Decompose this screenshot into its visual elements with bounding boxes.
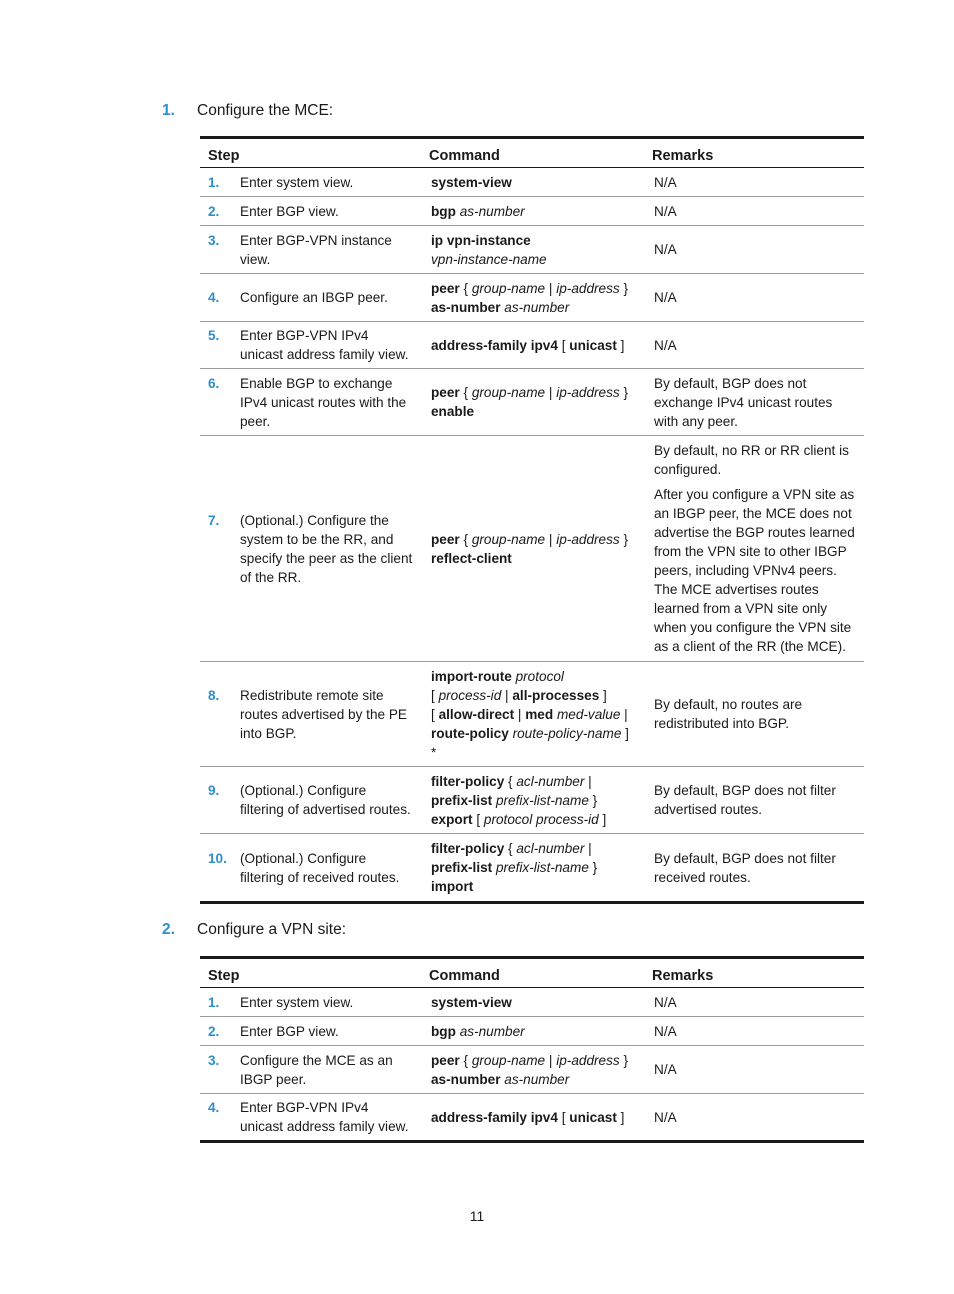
command-cell	[421, 988, 644, 1017]
step-text: (Optional.) Configure the system to be the RR, and specify the peer as the client of the RR.	[240, 512, 413, 585]
command-argument: prefix-list-name	[495, 792, 589, 808]
command-cell	[421, 226, 644, 274]
step-number: 3.	[208, 232, 220, 248]
command-keyword: bgp	[431, 1023, 456, 1039]
remarks-text: By default, BGP does not filter received routes.	[654, 850, 836, 885]
table-row	[200, 1017, 864, 1046]
command-punctuation: {	[459, 531, 472, 547]
remarks-cell	[644, 226, 864, 274]
command-cell	[421, 168, 644, 197]
command-keyword: allow-direct	[438, 706, 515, 722]
command-argument: process-id	[438, 687, 502, 703]
step-number: 1.	[208, 994, 220, 1010]
command-argument: acl-number	[516, 841, 585, 856]
remarks-cell	[644, 274, 864, 322]
header-command: Command	[421, 138, 644, 168]
command-punctuation: ]	[599, 687, 607, 703]
command-punctuation: |	[514, 706, 526, 722]
command-argument: protocol	[515, 668, 564, 684]
command-punctuation: [	[557, 1109, 570, 1125]
step-text: Enter BGP-VPN IPv4 unicast address family view.	[240, 328, 409, 362]
remarks-text: By default, no RR or RR client is configured.	[654, 443, 849, 477]
table-row	[200, 988, 864, 1017]
step-text: Redistribute remote site routes advertised by the PE into BGP.	[240, 687, 407, 741]
remarks-cell	[644, 767, 864, 834]
step-text: Enable BGP to exchange IPv4 unicast routes with the peer.	[240, 375, 407, 429]
command-keyword: filter-policy	[431, 773, 505, 789]
command-keyword: export	[431, 811, 473, 827]
step-text: (Optional.) Configure filtering of received routes.	[240, 850, 400, 885]
remarks-text: N/A	[654, 1062, 677, 1077]
command-punctuation: {	[459, 385, 472, 400]
remarks-text: N/A	[654, 337, 677, 353]
table-row	[200, 767, 864, 834]
command-keyword: filter-policy	[431, 841, 505, 856]
remarks-cell	[644, 369, 864, 436]
command-keyword: as-number	[431, 299, 501, 315]
command-punctuation: [	[431, 687, 439, 703]
step-number: 1.	[208, 174, 220, 190]
table-row	[200, 226, 864, 274]
command-punctuation: {	[459, 1052, 472, 1068]
command-argument: ip-address	[556, 385, 620, 400]
table-row	[200, 1094, 864, 1142]
command-punctuation: ]	[598, 811, 607, 827]
command-argument: as-number	[504, 1071, 570, 1087]
header-remarks: Remarks	[644, 958, 864, 988]
command-argument: as-number	[459, 203, 525, 219]
section-heading-configure-vpn-site	[162, 920, 346, 940]
step-text: Enter system view.	[240, 174, 354, 190]
remarks-text: N/A	[654, 174, 677, 190]
command-cell	[421, 1094, 644, 1142]
command-cell	[421, 767, 644, 834]
command-keyword: route-policy	[431, 725, 509, 741]
command-argument: prefix-list-name	[495, 860, 589, 875]
remarks-text: By default, BGP does not filter advertised routes.	[654, 783, 836, 817]
command-punctuation: }	[619, 280, 629, 296]
step-number: 9.	[208, 783, 220, 798]
section-number: 2.	[162, 921, 175, 938]
step-number: 3.	[208, 1052, 220, 1068]
command-punctuation: {	[459, 280, 472, 296]
command-punctuation: |	[584, 773, 592, 789]
command-cell	[421, 274, 644, 322]
command-punctuation: [	[472, 811, 484, 827]
page-number: 11	[469, 1208, 485, 1224]
command-punctuation: [	[557, 337, 570, 353]
command-cell	[421, 369, 644, 436]
remarks-text: N/A	[654, 203, 677, 219]
command-punctuation: |	[620, 706, 628, 722]
table-header-row	[200, 958, 864, 988]
command-cell	[421, 1046, 644, 1094]
table-row	[200, 436, 864, 662]
header-step: Step	[200, 958, 421, 988]
command-punctuation: ]	[616, 337, 625, 353]
table-row	[200, 662, 864, 767]
header-remarks: Remarks	[644, 138, 864, 168]
command-argument: as-number	[504, 299, 570, 315]
command-argument: ip-address	[556, 1052, 620, 1068]
remarks-cell	[644, 1046, 864, 1094]
command-punctuation: ]	[616, 1109, 625, 1125]
command-punctuation: }	[588, 792, 598, 808]
table-row	[200, 197, 864, 226]
mce-config-table	[200, 136, 864, 904]
command-argument: ip-address	[556, 531, 620, 547]
command-argument: protocol process-id	[483, 811, 599, 827]
command-keyword: system-view	[431, 174, 512, 190]
command-argument: group-name	[471, 280, 546, 296]
table-header-row	[200, 138, 864, 168]
command-argument: ip-address	[556, 280, 620, 296]
command-punctuation: }	[619, 1052, 629, 1068]
step-number: 8.	[208, 687, 220, 703]
command-keyword: prefix-list	[431, 792, 493, 808]
step-text: Enter BGP view.	[240, 203, 339, 219]
command-cell	[421, 834, 644, 903]
command-keyword: import	[431, 879, 474, 894]
command-punctuation: *	[431, 744, 437, 760]
command-punctuation: }	[619, 531, 629, 547]
step-text: Enter BGP-VPN instance view.	[240, 232, 392, 267]
command-keyword: reflect-client	[431, 550, 512, 566]
command-keyword: address-family ipv4	[431, 337, 558, 353]
command-keyword: unicast	[569, 1109, 617, 1125]
command-punctuation: |	[584, 841, 592, 856]
command-keyword: enable	[431, 404, 475, 419]
command-argument: vpn-instance-name	[431, 251, 547, 267]
step-number: 5.	[208, 328, 220, 343]
remarks-cell	[644, 1094, 864, 1142]
command-punctuation: |	[545, 385, 557, 400]
step-text: (Optional.) Configure filtering of advertised routes.	[240, 783, 411, 817]
table-row	[200, 168, 864, 197]
command-keyword: med	[525, 706, 554, 722]
table-row	[200, 834, 864, 903]
remarks-text: By default, BGP does not exchange IPv4 unicast routes with any peer.	[654, 375, 833, 429]
remarks-cell	[644, 662, 864, 767]
step-number: 2.	[208, 203, 220, 219]
step-text: Configure an IBGP peer.	[240, 290, 388, 305]
command-argument: acl-number	[516, 773, 585, 789]
step-number: 6.	[208, 375, 220, 391]
command-keyword: peer	[431, 1052, 460, 1068]
step-text: Enter BGP-VPN IPv4 unicast address family view.	[240, 1100, 409, 1134]
step-number: 10.	[208, 850, 227, 866]
command-punctuation: ]	[621, 725, 629, 741]
header-step: Step	[200, 138, 421, 168]
command-argument: group-name	[471, 531, 546, 547]
remarks-text: By default, no routes are redistributed into BGP.	[654, 697, 803, 731]
command-keyword: peer	[431, 531, 460, 547]
step-text: Enter system view.	[240, 994, 354, 1010]
command-argument: med-value	[556, 706, 621, 722]
remarks-cell	[644, 436, 864, 662]
command-punctuation: [	[431, 706, 439, 722]
remarks-text: N/A	[654, 290, 677, 305]
command-argument: group-name	[471, 1052, 546, 1068]
section-heading-configure-mce	[162, 101, 333, 121]
command-argument: as-number	[459, 1023, 525, 1039]
command-punctuation: |	[501, 687, 513, 703]
command-punctuation: }	[619, 385, 629, 400]
remarks-text: N/A	[654, 994, 677, 1010]
remarks-cell	[644, 322, 864, 369]
command-keyword: peer	[431, 385, 460, 400]
table-row	[200, 1046, 864, 1094]
step-number: 4.	[208, 1100, 220, 1115]
step-text: Configure the MCE as an IBGP peer.	[240, 1052, 393, 1087]
command-punctuation: {	[504, 773, 517, 789]
step-number: 7.	[208, 512, 220, 528]
remarks-text: N/A	[654, 1109, 677, 1125]
command-punctuation: }	[588, 860, 598, 875]
header-command: Command	[421, 958, 644, 988]
command-cell	[421, 1017, 644, 1046]
table-row	[200, 274, 864, 322]
remarks-text: After you configure a VPN site as an IBGP peer, the MCE does not advertise the BGP routes learned from the VPN site to other IBGP peers, including VPNv4 peers. The MCE advertises routes learned from a VPN site only when you configure the VPN site as a client of the RR (the MCE).	[654, 487, 855, 654]
step-number: 4.	[208, 290, 220, 305]
command-argument: group-name	[471, 385, 546, 400]
vpn-site-config-table	[200, 956, 864, 1143]
remarks-cell	[644, 197, 864, 226]
command-punctuation: |	[545, 280, 557, 296]
section-title: Configure a VPN site:	[197, 921, 347, 938]
command-cell	[421, 322, 644, 369]
command-keyword: ip vpn-instance	[431, 232, 531, 248]
command-keyword: unicast	[569, 337, 617, 353]
command-keyword: all-processes	[512, 687, 600, 703]
command-keyword: as-number	[431, 1071, 501, 1087]
step-text: Enter BGP view.	[240, 1023, 339, 1039]
command-punctuation: |	[545, 1052, 557, 1068]
command-cell	[421, 436, 644, 662]
remarks-text: N/A	[654, 1023, 677, 1039]
step-number: 2.	[208, 1023, 220, 1039]
remarks-cell	[644, 988, 864, 1017]
remarks-cell	[644, 1017, 864, 1046]
command-keyword: address-family ipv4	[431, 1109, 558, 1125]
command-cell	[421, 197, 644, 226]
command-cell	[421, 662, 644, 767]
command-keyword: prefix-list	[431, 860, 493, 875]
remarks-cell	[644, 834, 864, 903]
command-keyword: bgp	[431, 203, 456, 219]
table-row	[200, 322, 864, 369]
table-row	[200, 369, 864, 436]
command-keyword: import-route	[431, 668, 512, 684]
section-title: Configure the MCE:	[197, 102, 334, 119]
section-number: 1.	[162, 102, 175, 119]
command-argument: route-policy-name	[512, 725, 622, 741]
remarks-cell	[644, 168, 864, 197]
command-punctuation: {	[504, 841, 517, 856]
remarks-text: N/A	[654, 242, 677, 257]
command-keyword: system-view	[431, 994, 512, 1010]
command-punctuation: |	[545, 531, 557, 547]
command-keyword: peer	[431, 280, 460, 296]
